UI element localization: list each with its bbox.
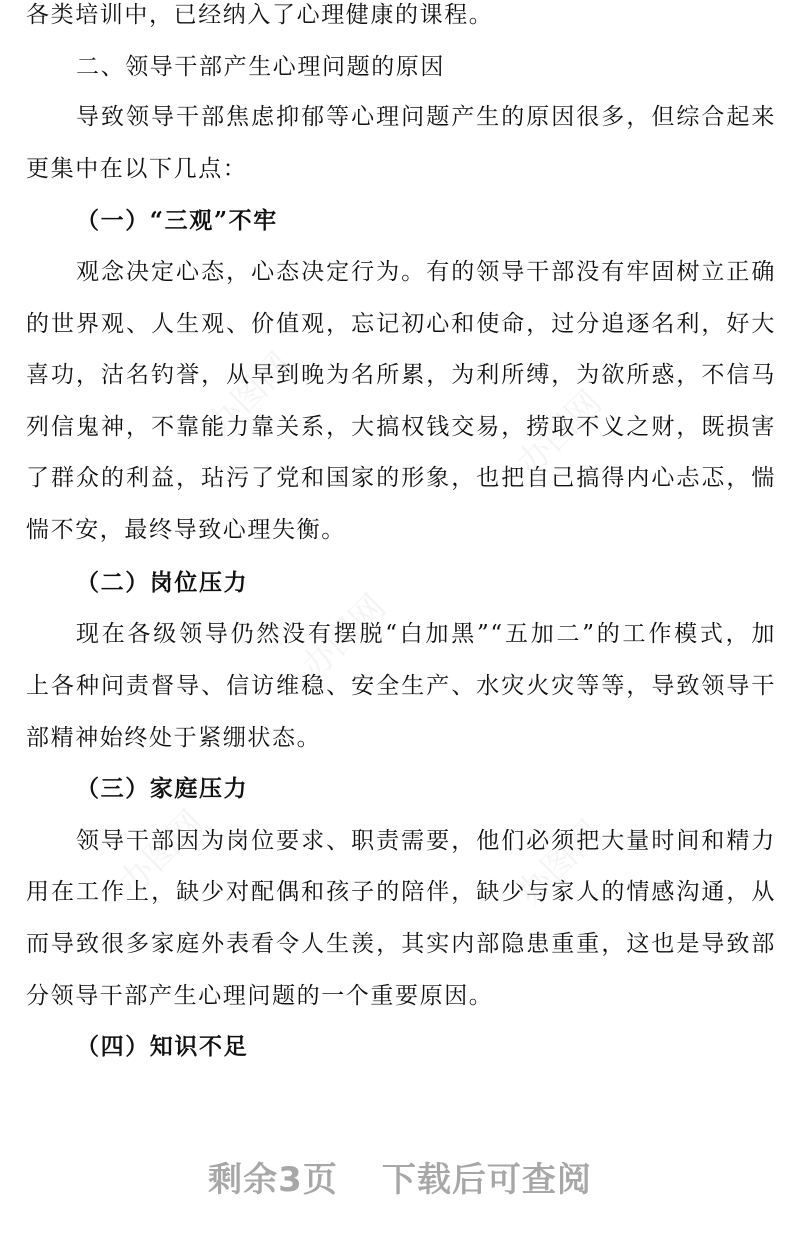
remaining-pages-text: 剩余3页 [208, 1160, 338, 1200]
body-line: 更集中在以下几点： [26, 156, 248, 182]
body-line: 部精神始终处于紧绷状态。 [26, 725, 322, 751]
download-prompt[interactable] [0, 1152, 800, 1201]
watermark: 办图网 [293, 586, 394, 688]
watermark: 办图网 [199, 344, 300, 446]
body-line: 喜功，沽名钓誉，从早到晚为名所累，为利所缚，为欲所惑，不信马 [26, 362, 776, 388]
body-line: 列信鬼神，不靠能力靠关系，大搞权钱交易，捞取不义之财，既损害 [26, 414, 776, 440]
subsection-heading: （三）家庭压力 [76, 775, 249, 802]
watermark: 办图网 [111, 802, 212, 904]
download-to-view-text: 下载后可查阅 [381, 1160, 592, 1200]
subsection-heading: （一）“三观”不牢 [76, 207, 278, 234]
body-line: 惴不安，最终导致心理失衡。 [26, 517, 346, 543]
body-line: 领导干部因为岗位要求、职责需要，他们必须把大量时间和精力 [76, 828, 776, 854]
subsection-heading: （四）知识不足 [76, 1033, 249, 1060]
subsection-heading: （二）岗位压力 [76, 569, 249, 596]
body-line: 的世界观、人生观、价值观，忘记初心和使命，过分追逐名利，好大 [26, 311, 776, 337]
body-line: 观念决定心态，心态决定行为。有的领导干部没有牢固树立正确 [76, 259, 776, 285]
watermark: 办图网 [509, 382, 610, 484]
body-line: 各类培训中，已经纳入了心理健康的课程。 [26, 2, 494, 28]
body-line: 了群众的利益，玷污了党和国家的形象，也把自己搞得内心忐忑，惴 [26, 465, 776, 491]
body-line: 现在各级领导仍然没有摆脱“白加黑”“五加二”的工作模式，加 [76, 621, 776, 647]
body-line: 用在工作上，缺少对配偶和孩子的陪伴，缺少与家人的情感沟通，从 [26, 879, 776, 905]
body-line: 分领导干部产生心理问题的一个重要原因。 [26, 983, 494, 1009]
section-heading: 二、领导干部产生心理问题的原因 [76, 54, 445, 80]
watermark: 办图网 [509, 812, 610, 914]
body-line: 而导致很多家庭外表看令人生羡，其实内部隐患重重，这也是导致部 [26, 931, 776, 957]
body-line: 上各种问责督导、信访维稳、安全生产、水灾火灾等等，导致领导干 [26, 673, 776, 699]
body-line: 导致领导干部焦虑抑郁等心理问题产生的原因很多，但综合起来 [76, 104, 776, 130]
